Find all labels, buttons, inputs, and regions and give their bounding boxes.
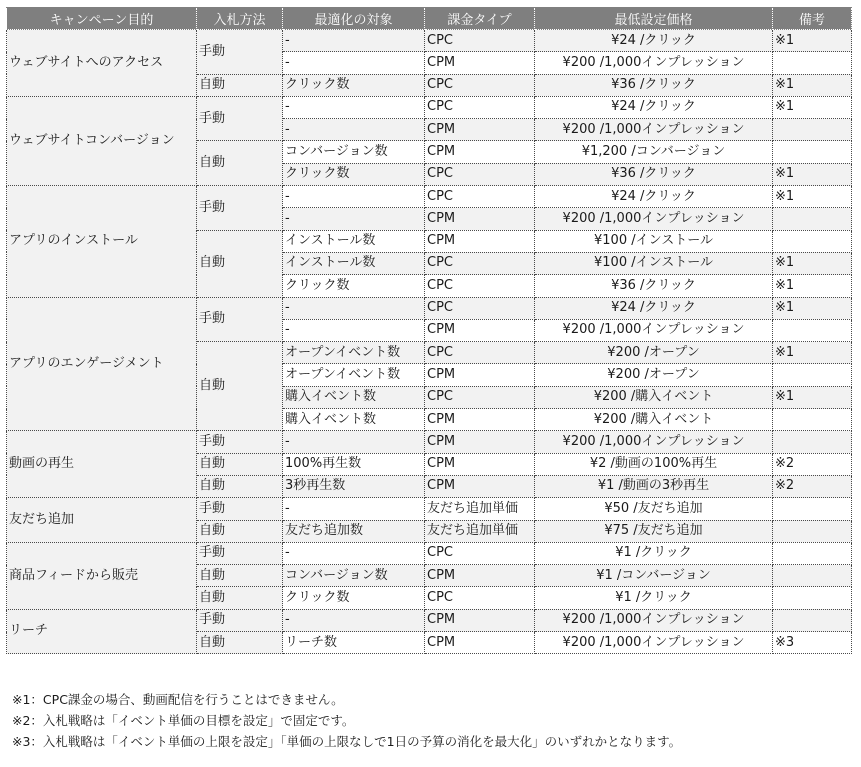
bid-method-cell: 手動: [197, 542, 283, 564]
billing-type-cell: 友だち追加単価: [425, 520, 535, 542]
minimum-price-cell: ¥1 /コンバージョン: [535, 565, 773, 587]
objective-cell: ウェブサイトコンバージョン: [7, 96, 197, 185]
minimum-price-cell: ¥24 /クリック: [535, 297, 773, 319]
bid-method-cell: 自動: [197, 565, 283, 587]
remarks-cell: ※1: [773, 186, 852, 208]
objective-cell: 動画の再生: [7, 431, 197, 498]
optimization-target-cell: 100%再生数: [283, 453, 425, 475]
optimization-target-cell: -: [283, 186, 425, 208]
minimum-price-cell: ¥200 /1,000インプレッション: [535, 632, 773, 654]
table-body: [7, 30, 852, 654]
bid-method-cell: 手動: [197, 186, 283, 231]
billing-type-cell: CPC: [425, 587, 535, 609]
optimization-target-cell: オープンイベント数: [283, 364, 425, 386]
optimization-target-cell: -: [283, 297, 425, 319]
header-remarks: 備考: [773, 8, 852, 30]
billing-type-cell: CPM: [425, 475, 535, 497]
minimum-price-cell: ¥36 /クリック: [535, 275, 773, 297]
optimization-target-cell: -: [283, 52, 425, 74]
table-row: [7, 297, 852, 319]
minimum-price-cell: ¥36 /クリック: [535, 74, 773, 96]
billing-type-cell: CPM: [425, 409, 535, 431]
table-header-row: [7, 8, 852, 30]
remarks-cell: ※1: [773, 297, 852, 319]
billing-type-cell: CPM: [425, 609, 535, 631]
header-bid-method: 入札方法: [197, 8, 283, 30]
remarks-cell: [773, 230, 852, 252]
minimum-price-cell: ¥24 /クリック: [535, 30, 773, 52]
remarks-cell: ※1: [773, 386, 852, 408]
remarks-cell: ※1: [773, 342, 852, 364]
objective-cell: アプリのインストール: [7, 186, 197, 297]
billing-type-cell: CPM: [425, 632, 535, 654]
billing-type-cell: CPC: [425, 163, 535, 185]
optimization-target-cell: 購入イベント数: [283, 386, 425, 408]
bid-method-cell: 手動: [197, 96, 283, 141]
minimum-price-cell: ¥50 /友だち追加: [535, 498, 773, 520]
remarks-cell: [773, 119, 852, 141]
optimization-target-cell: コンバージョン数: [283, 141, 425, 163]
table-row: [7, 30, 852, 52]
remarks-cell: ※1: [773, 96, 852, 118]
minimum-price-cell: ¥1,200 /コンバージョン: [535, 141, 773, 163]
remarks-cell: [773, 431, 852, 453]
header-optimization-target: 最適化の対象: [283, 8, 425, 30]
bid-method-cell: 手動: [197, 431, 283, 453]
minimum-price-cell: ¥200 /1,000インプレッション: [535, 208, 773, 230]
bid-method-cell: 自動: [197, 632, 283, 654]
objective-cell: 友だち追加: [7, 498, 197, 543]
remarks-cell: [773, 498, 852, 520]
minimum-price-cell: ¥200 /1,000インプレッション: [535, 52, 773, 74]
bid-method-cell: 自動: [197, 342, 283, 431]
footnote-1: ※1：CPC課金の場合、動画配信を行うことはできません。: [12, 692, 344, 707]
header-billing-type: 課金タイプ: [425, 8, 535, 30]
billing-type-cell: CPM: [425, 319, 535, 341]
table-row: [7, 186, 852, 208]
objective-cell: リーチ: [7, 609, 197, 654]
optimization-target-cell: クリック数: [283, 587, 425, 609]
remarks-cell: [773, 319, 852, 341]
billing-type-cell: CPM: [425, 431, 535, 453]
optimization-target-cell: クリック数: [283, 74, 425, 96]
remarks-cell: [773, 587, 852, 609]
bid-method-cell: 自動: [197, 230, 283, 297]
billing-type-cell: CPC: [425, 275, 535, 297]
optimization-target-cell: -: [283, 498, 425, 520]
remarks-cell: ※3: [773, 632, 852, 654]
billing-type-cell: CPC: [425, 30, 535, 52]
optimization-target-cell: -: [283, 431, 425, 453]
billing-type-cell: CPM: [425, 119, 535, 141]
optimization-target-cell: インストール数: [283, 230, 425, 252]
remarks-cell: ※2: [773, 475, 852, 497]
remarks-cell: [773, 141, 852, 163]
minimum-price-cell: ¥1 /クリック: [535, 542, 773, 564]
bid-method-cell: 自動: [197, 453, 283, 475]
optimization-target-cell: 3秒再生数: [283, 475, 425, 497]
table-row: [7, 498, 852, 520]
remarks-cell: [773, 542, 852, 564]
remarks-cell: ※1: [773, 30, 852, 52]
remarks-cell: ※1: [773, 74, 852, 96]
table-row: [7, 96, 852, 118]
remarks-cell: [773, 609, 852, 631]
billing-type-cell: CPM: [425, 453, 535, 475]
remarks-cell: ※1: [773, 252, 852, 274]
billing-type-cell: CPC: [425, 542, 535, 564]
remarks-cell: ※1: [773, 163, 852, 185]
billing-type-cell: CPM: [425, 208, 535, 230]
remarks-cell: [773, 409, 852, 431]
minimum-price-cell: ¥100 /インストール: [535, 230, 773, 252]
billing-type-cell: CPM: [425, 565, 535, 587]
billing-type-cell: CPC: [425, 342, 535, 364]
header-minimum-price: 最低設定価格: [535, 8, 773, 30]
billing-type-cell: CPC: [425, 186, 535, 208]
bid-method-cell: 自動: [197, 587, 283, 609]
minimum-price-cell: ¥200 /購入イベント: [535, 386, 773, 408]
bid-method-cell: 手動: [197, 30, 283, 75]
minimum-price-cell: ¥24 /クリック: [535, 186, 773, 208]
footnote-3: ※3：入札戦略は「イベント単価の上限を設定」「単価の上限なしで1日の予算の消化を最大化」のいずれかとなります。: [12, 734, 682, 749]
billing-type-cell: CPC: [425, 252, 535, 274]
optimization-target-cell: -: [283, 30, 425, 52]
billing-type-cell: 友だち追加単価: [425, 498, 535, 520]
optimization-target-cell: -: [283, 119, 425, 141]
remarks-cell: [773, 52, 852, 74]
minimum-price-cell: ¥200 /オープン: [535, 364, 773, 386]
minimum-price-cell: ¥75 /友だち追加: [535, 520, 773, 542]
minimum-price-cell: ¥2 /動画の100%再生: [535, 453, 773, 475]
billing-type-cell: CPM: [425, 364, 535, 386]
bid-method-cell: 自動: [197, 520, 283, 542]
billing-type-cell: CPM: [425, 230, 535, 252]
billing-type-cell: CPC: [425, 386, 535, 408]
bid-method-cell: 自動: [197, 141, 283, 186]
optimization-target-cell: クリック数: [283, 275, 425, 297]
bid-method-cell: 自動: [197, 74, 283, 96]
billing-type-cell: CPM: [425, 52, 535, 74]
bid-method-cell: 手動: [197, 297, 283, 342]
optimization-target-cell: -: [283, 542, 425, 564]
remarks-cell: ※2: [773, 453, 852, 475]
bid-method-cell: 手動: [197, 609, 283, 631]
optimization-target-cell: リーチ数: [283, 632, 425, 654]
remarks-cell: ※1: [773, 275, 852, 297]
optimization-target-cell: コンバージョン数: [283, 565, 425, 587]
header-objective: キャンペーン目的: [7, 8, 197, 30]
footnotes: [12, 689, 681, 752]
remarks-cell: [773, 364, 852, 386]
table-row: [7, 609, 852, 631]
bid-method-cell: 自動: [197, 475, 283, 497]
optimization-target-cell: クリック数: [283, 163, 425, 185]
remarks-cell: [773, 208, 852, 230]
minimum-price-cell: ¥200 /1,000インプレッション: [535, 609, 773, 631]
billing-type-cell: CPC: [425, 74, 535, 96]
minimum-price-cell: ¥36 /クリック: [535, 163, 773, 185]
billing-type-cell: CPM: [425, 141, 535, 163]
optimization-target-cell: 友だち追加数: [283, 520, 425, 542]
remarks-cell: [773, 520, 852, 542]
objective-cell: 商品フィードから販売: [7, 542, 197, 609]
objective-cell: アプリのエンゲージメント: [7, 297, 197, 431]
optimization-target-cell: オープンイベント数: [283, 342, 425, 364]
remarks-cell: [773, 565, 852, 587]
optimization-target-cell: -: [283, 609, 425, 631]
table-row: [7, 431, 852, 453]
billing-type-cell: CPC: [425, 96, 535, 118]
table-row: [7, 542, 852, 564]
minimum-price-cell: ¥200 /1,000インプレッション: [535, 319, 773, 341]
minimum-price-cell: ¥1 /クリック: [535, 587, 773, 609]
minimum-price-cell: ¥1 /動画の3秒再生: [535, 475, 773, 497]
optimization-target-cell: インストール数: [283, 252, 425, 274]
minimum-price-cell: ¥100 /インストール: [535, 252, 773, 274]
minimum-price-cell: ¥200 /購入イベント: [535, 409, 773, 431]
minimum-price-cell: ¥24 /クリック: [535, 96, 773, 118]
footnote-2: ※2：入札戦略は「イベント単価の目標を設定」で固定です。: [12, 713, 355, 728]
optimization-target-cell: -: [283, 96, 425, 118]
optimization-target-cell: -: [283, 208, 425, 230]
minimum-price-cell: ¥200 /1,000インプレッション: [535, 119, 773, 141]
bid-method-cell: 手動: [197, 498, 283, 520]
billing-type-cell: CPC: [425, 297, 535, 319]
minimum-price-cell: ¥200 /1,000インプレッション: [535, 431, 773, 453]
optimization-target-cell: 購入イベント数: [283, 409, 425, 431]
optimization-target-cell: -: [283, 319, 425, 341]
objective-cell: ウェブサイトへのアクセス: [7, 30, 197, 97]
minimum-price-cell: ¥200 /オープン: [535, 342, 773, 364]
pricing-table: [6, 7, 852, 654]
